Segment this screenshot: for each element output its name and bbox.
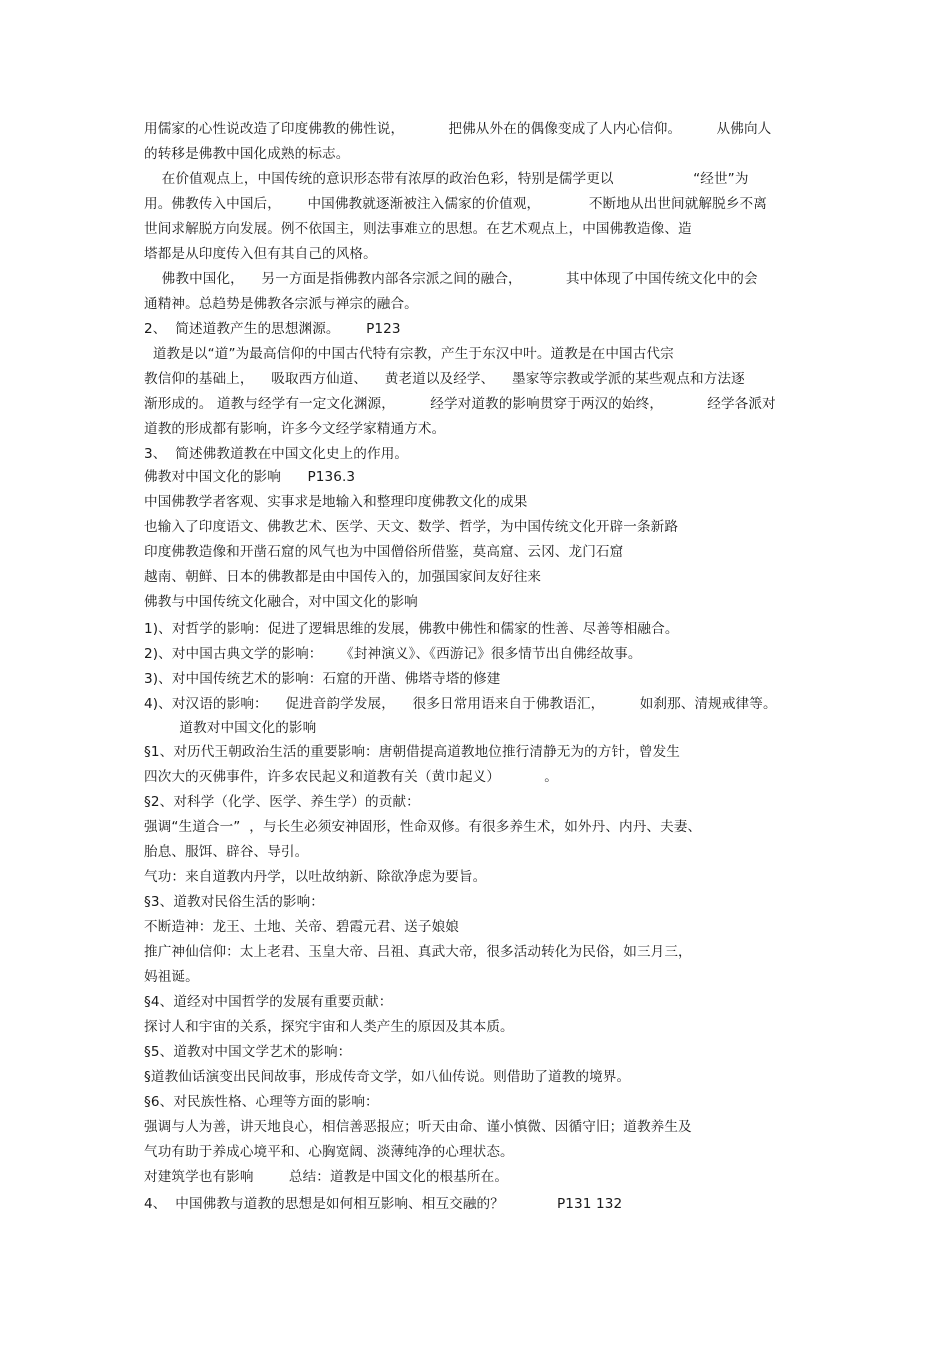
section-heading: 3、 简述佛教道教在中国文化史上的作用。 <box>144 446 409 462</box>
text-line: 妈祖诞。 <box>144 969 199 985</box>
text-line: §道教仙话演变出民间故事，形成传奇文学，如八仙传说。则借助了道教的境界。 <box>144 1069 631 1085</box>
text-line: 道教是以“道”为最高信仰的中国古代特有宗教，产生于东汉中叶。道教是在中国古代宗 <box>144 346 674 362</box>
section-heading: 4、 中国佛教与道教的思想是如何相互影响、相互交融的？ P131 132 <box>144 1196 623 1212</box>
text-line: 印度佛教造像和开凿石窟的风气也为中国僧俗所借鉴，莫高窟、云冈、龙门石窟 <box>144 544 624 560</box>
text-line: 在价值观点上，中国传统的意识形态带有浓厚的政治色彩，特别是儒学更以 “经世”为 <box>144 171 749 187</box>
text-line: 四次大的灭佛事件，许多农民起义和道教有关（黄巾起义） 。 <box>144 769 558 785</box>
text-line: 胎息、服饵、辟谷、导引。 <box>144 844 309 860</box>
text-line: 中国佛教学者客观、实事求是地输入和整理印度佛教文化的成果 <box>144 494 528 510</box>
text-line: 用儒家的心性说改造了印度佛教的佛性说， 把佛从外在的偶像变成了人内心信仰。 从佛向人 <box>144 121 772 137</box>
text-line: 渐形成的。 道教与经学有一定文化渊源， 经学对道教的影响贯穿于两汉的始终， 经学各派对 <box>144 396 776 412</box>
text-line: 探讨人和宇宙的关系，探究宇宙和人类产生的原因及其本质。 <box>144 1019 514 1035</box>
text-line: §5、道教对中国文学艺术的影响： <box>144 1044 352 1060</box>
section-heading: 2、 简述道教产生的思想渊源。 P123 <box>144 321 401 337</box>
text-line: 对建筑学也有影响 总结：道教是中国文化的根基所在。 <box>144 1169 509 1185</box>
text-line: 世间求解脱方向发展。例不依国主，则法事难立的思想。在艺术观点上，中国佛教造像、造 <box>144 221 692 237</box>
subheading: 道教对中国文化的影响 <box>144 720 317 736</box>
text-line: §3、道教对民俗生活的影响： <box>144 894 324 910</box>
text-line: 教信仰的基础上， 吸取西方仙道、 黄老道以及经学、 墨家等宗教或学派的某些观点和方法逐 <box>144 371 745 387</box>
text-line: 强调与人为善，讲天地良心，相信善恶报应；听天由命、谨小慎微、因循守旧；道教养生及 <box>144 1119 692 1135</box>
text-line: 佛教与中国传统文化融合，对中国文化的影响 <box>144 594 418 610</box>
text-line: 塔都是从印度传入但有其自己的风格。 <box>144 246 377 262</box>
text-line: 也输入了印度语文、佛教艺术、医学、天文、数学、哲学，为中国传统文化开辟一条新路 <box>144 519 679 535</box>
list-item: 2)、对中国古典文学的影响： 《封神演义》、《西游记》很多情节出自佛经故事。 <box>144 646 642 662</box>
text-line: 道教的形成都有影响，许多今文经学家精通方术。 <box>144 421 446 437</box>
list-item: 4)、对汉语的影响： 促进音韵学发展， 很多日常用语来自于佛教语汇， 如刹那、清规戒律等。 <box>144 696 777 712</box>
text-line: §4、道经对中国哲学的发展有重要贡献： <box>144 994 393 1010</box>
list-item: 3)、对中国传统艺术的影响：石窟的开凿、佛塔寺塔的修建 <box>144 671 501 687</box>
text-line: 用。佛教传入中国后， 中国佛教就逐渐被注入儒家的价值观， 不断地从出世间就解脱乡不离 <box>144 196 767 212</box>
text-line: 通精神。总趋势是佛教各宗派与禅宗的融合。 <box>144 296 418 312</box>
text-line: §1、对历代王朝政治生活的重要影响：唐朝借提高道教地位推行清静无为的方针，曾发生 <box>144 744 681 760</box>
text-line: 不断造神：龙王、土地、关帝、碧霞元君、送子娘娘 <box>144 919 459 935</box>
text-line: 越南、朝鲜、日本的佛教都是由中国传入的，加强国家间友好往来 <box>144 569 542 585</box>
text-line: 气功：来自道教内丹学，以吐故纳新、除欲净虑为要旨。 <box>144 869 487 885</box>
text-line: §6、对民族性格、心理等方面的影响： <box>144 1094 379 1110</box>
text-line: §2、对科学（化学、医学、养生学）的贡献： <box>144 794 420 810</box>
text-line: 气功有助于养成心境平和、心胸宽阔、淡薄纯净的心理状态。 <box>144 1144 514 1160</box>
list-item: 1)、对哲学的影响：促进了逻辑思维的发展，佛教中佛性和儒家的性善、尽善等相融合。 <box>144 621 679 637</box>
subheading: 佛教对中国文化的影响 P136.3 <box>144 469 356 485</box>
text-line: 强调“生道合一” ，与长生必须安神固形，性命双修。有很多养生术，如外丹、内丹、夫妻、 <box>144 819 702 835</box>
text-line: 佛教中国化， 另一方面是指佛教内部各宗派之间的融合， 其中体现了中国传统文化中的会 <box>144 271 758 287</box>
text-line: 推广神仙信仰：太上老君、玉皇大帝、吕祖、真武大帝，很多活动转化为民俗，如三月三， <box>144 944 692 960</box>
text-line: 的转移是佛教中国化成熟的标志。 <box>144 146 350 162</box>
